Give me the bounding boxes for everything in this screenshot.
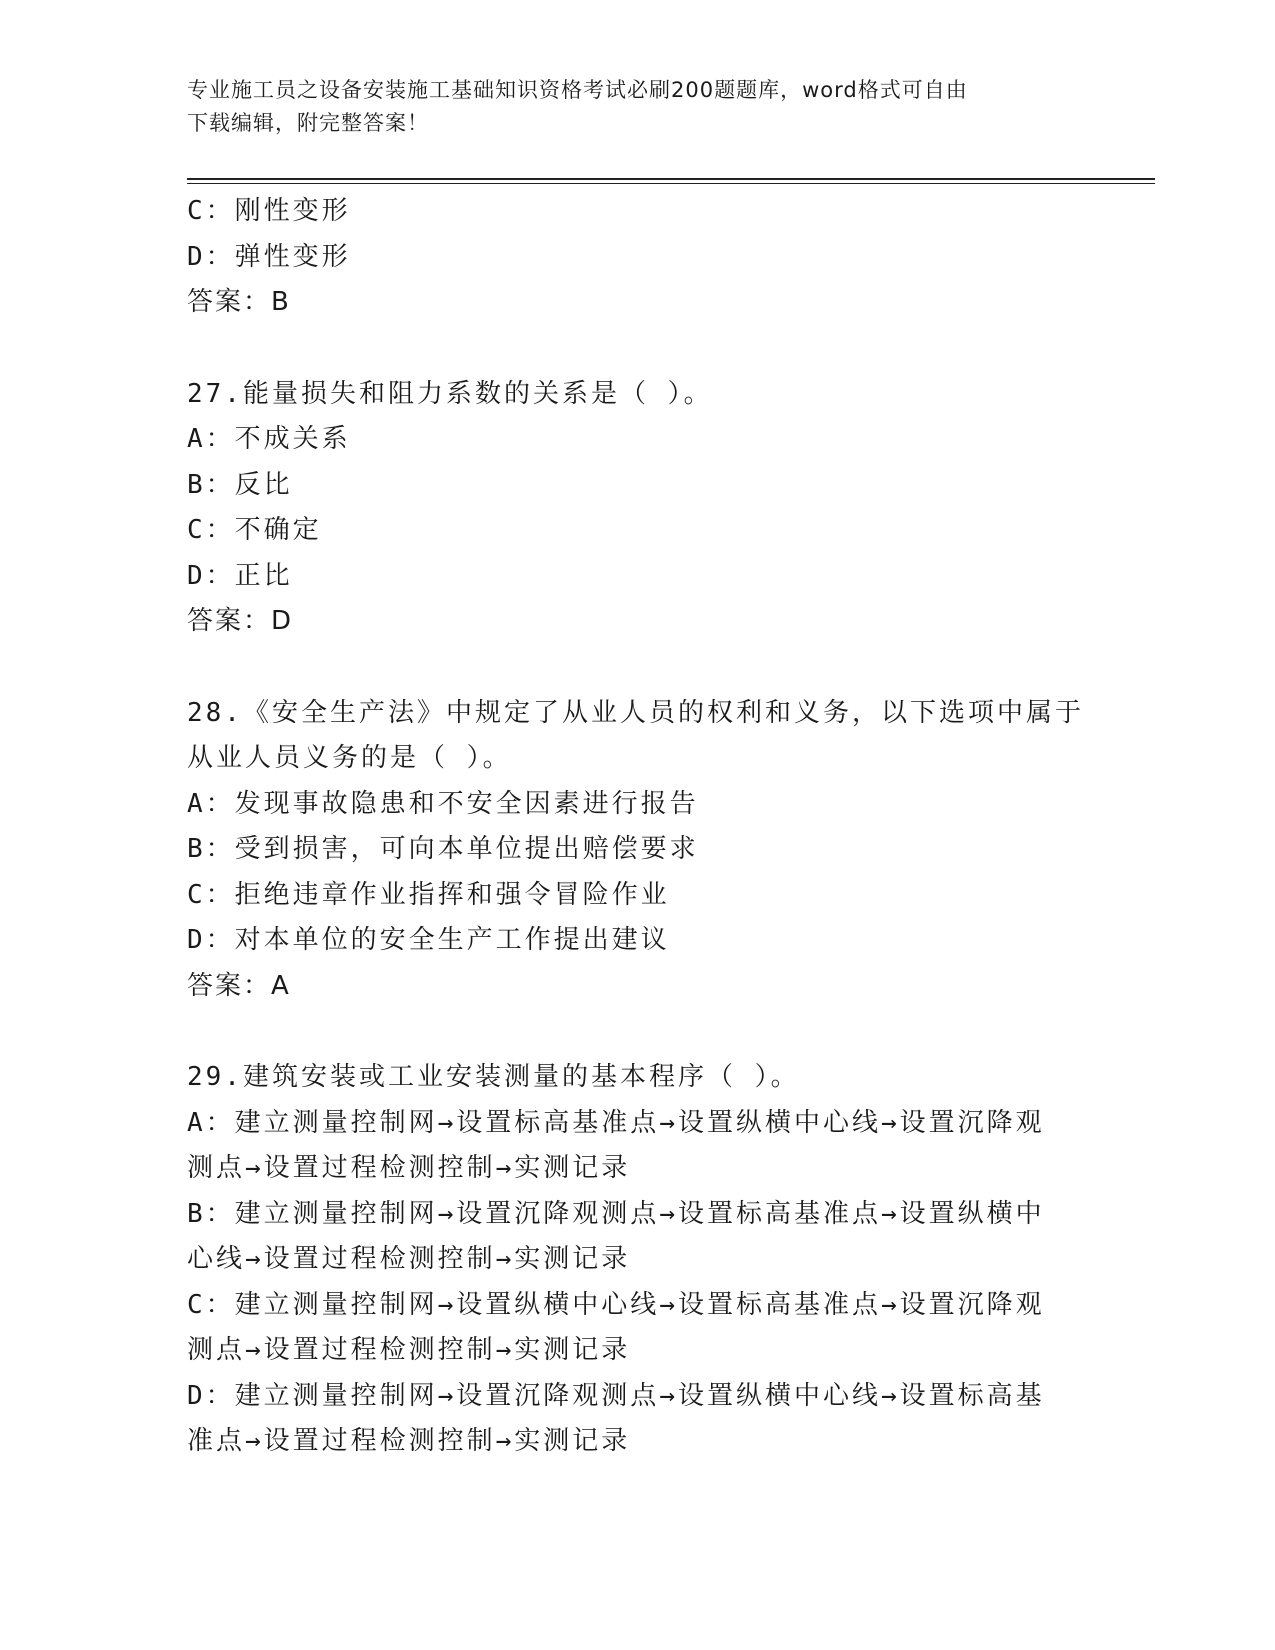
q29-option-c-line-2: 测点→设置过程检测控制→实测记录 <box>187 1335 631 1365</box>
spacer <box>187 1009 1087 1055</box>
q29-option-a-line-2: 测点→设置过程检测控制→实测记录 <box>187 1153 631 1183</box>
q27-stem: 27.能量损失和阻力系数的关系是（ ）。 <box>187 378 713 409</box>
q28-stem-line-2: 从业人员义务的是（ ）。 <box>187 743 512 773</box>
header-title-line-2: 下载编辑，附完整答案！ <box>187 111 429 135</box>
q29-option-b-line-2: 心线→设置过程检测控制→实测记录 <box>187 1244 631 1274</box>
q28-option-d: D：对本单位的安全生产工作提出建议 <box>187 925 670 955</box>
document-header <box>187 74 1087 140</box>
q27-option-b: B：反比 <box>187 469 293 500</box>
q29-option-a-line-1: A：建立测量控制网→设置标高基准点→设置纵横中心线→设置沉降观 <box>187 1107 1045 1138</box>
q28-option-a: A：发现事故隐患和不安全因素进行报告 <box>187 788 699 819</box>
q26-answer: 答案：B <box>187 287 291 317</box>
spacer <box>187 645 1087 691</box>
question-list <box>187 189 1087 1465</box>
q28-answer: 答案：A <box>187 970 291 1001</box>
q27-option-d: D：正比 <box>187 560 293 591</box>
q27-answer: 答案：D <box>187 606 294 636</box>
q29-option-c-line-1: C：建立测量控制网→设置纵横中心线→设置标高基准点→设置沉降观 <box>187 1289 1045 1320</box>
question-27 <box>187 372 1087 645</box>
q28-option-c: C：拒绝违章作业指挥和强令冒险作业 <box>187 879 670 910</box>
header-title-line-1: 专业施工员之设备安装施工基础知识资格考试必刷200题题库，word格式可自由 <box>187 78 968 102</box>
question-29 <box>187 1055 1087 1465</box>
question-28 <box>187 691 1087 1010</box>
q29-option-b-line-1: B：建立测量控制网→设置沉降观测点→设置标高基准点→设置纵横中 <box>187 1198 1045 1229</box>
q27-option-c: C：不确定 <box>187 515 322 545</box>
q28-option-b: B：受到损害，可向本单位提出赔偿要求 <box>187 834 699 864</box>
spacer <box>187 326 1087 372</box>
q26-option-d: D：弹性变形 <box>187 241 351 272</box>
question-26-continued <box>187 189 1087 326</box>
q28-stem-line-1: 28.《安全生产法》中规定了从业人员的权利和义务，以下选项中属于 <box>187 697 1084 728</box>
q29-stem: 29.建筑安装或工业安装测量的基本程序（ ）。 <box>187 1062 800 1092</box>
q29-option-d-line-2: 准点→设置过程检测控制→实测记录 <box>187 1426 631 1456</box>
header-divider-thin <box>187 183 1155 184</box>
header-divider-thick <box>187 178 1155 180</box>
q27-option-a: A：不成关系 <box>187 424 351 454</box>
q26-option-c: C：刚性变形 <box>187 196 351 226</box>
q29-option-d-line-1: D：建立测量控制网→设置沉降观测点→设置纵横中心线→设置标高基 <box>187 1380 1045 1411</box>
